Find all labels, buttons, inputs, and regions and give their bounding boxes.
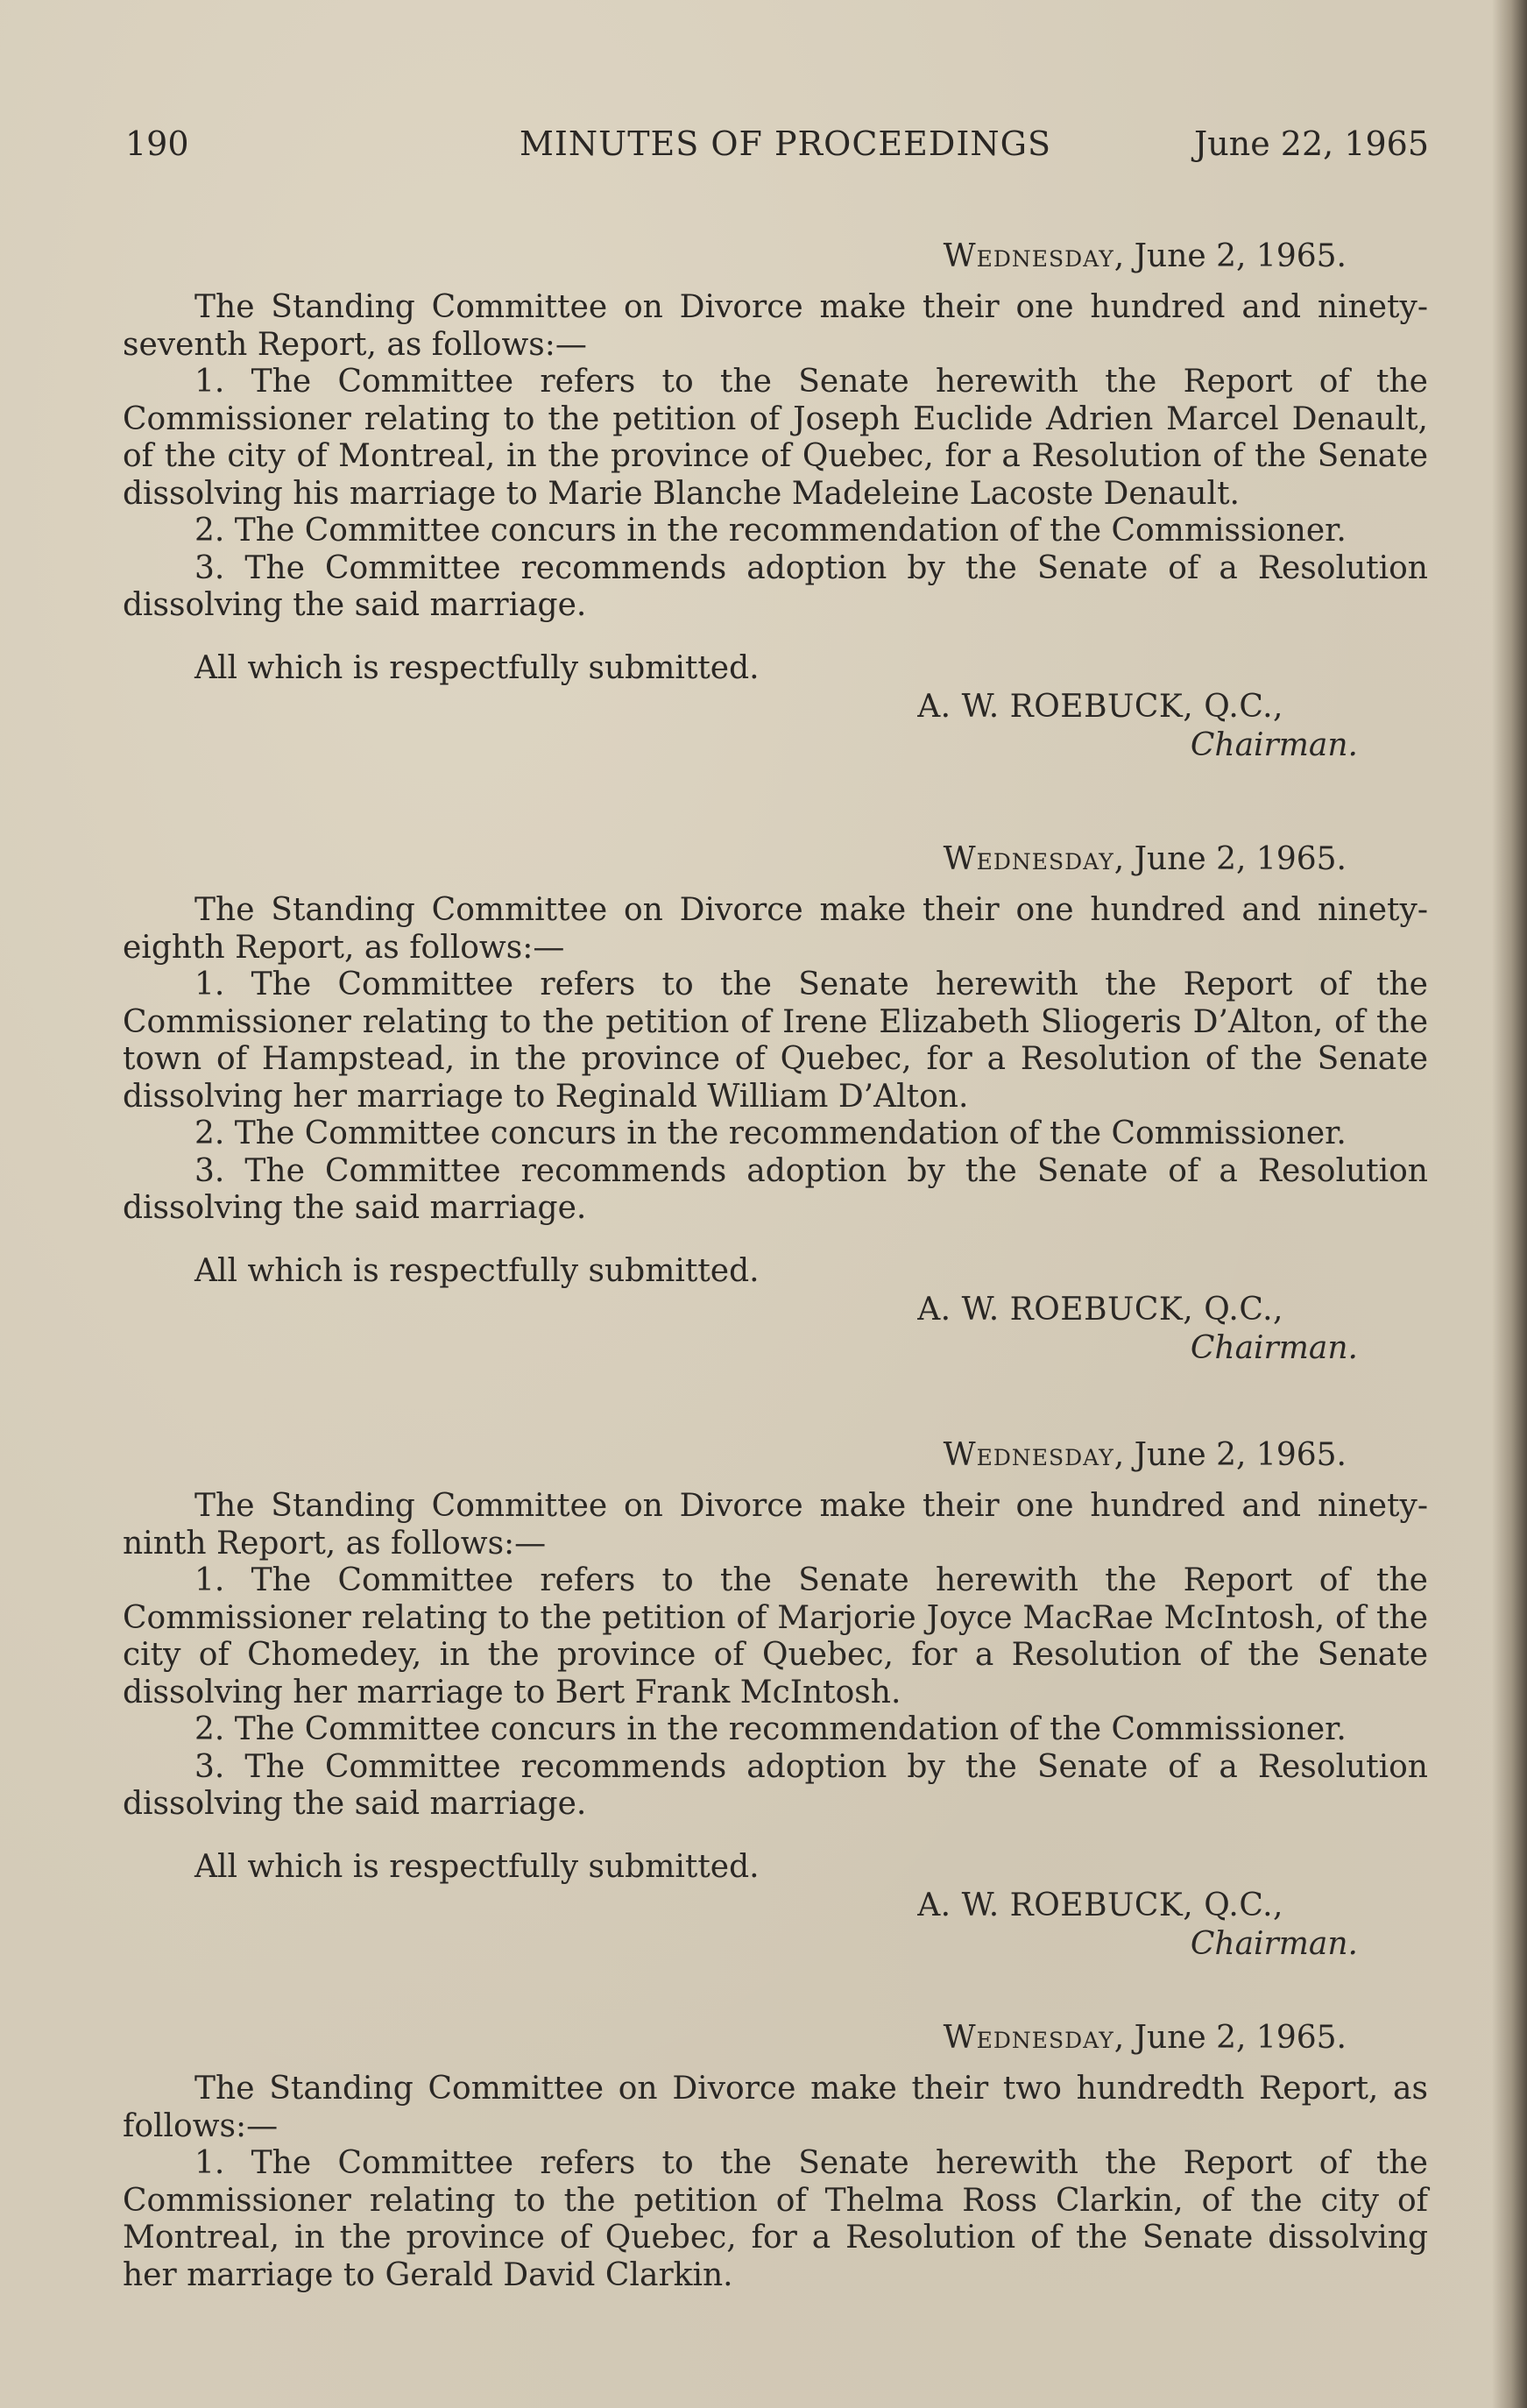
report-item-3: 3. The Committee recommends adoption by the Senate of a Resolution dissolving the said marriage. [123, 1748, 1428, 1822]
page-number: 190 [125, 124, 189, 163]
report-item-3: 3. The Committee recommends adoption by the Senate of a Resolution dissolving the said marriage. [123, 1152, 1428, 1226]
signature-role: Chairman. [1190, 1330, 1358, 1366]
signature-name: A. W. ROEBUCK, Q.C., [917, 1292, 1283, 1328]
signature-name: A. W. ROEBUCK, Q.C., [917, 689, 1283, 725]
signature-name: A. W. ROEBUCK, Q.C., [917, 1887, 1283, 1923]
report-item-3: 3. The Committee recommends adoption by the Senate of a Resolution dissolving the said marriage. [123, 549, 1428, 623]
report-item-1: 1. The Committee refers to the Senate herewith the Report of the Commissioner relating to the petition of Thelma Ross Clarkin, of the city of Montreal, in the province of Quebec, for a Resolution of the Senate dissolving her marriage to Gerald David Clarkin. [123, 2145, 1428, 2293]
header-date: June 22, 1965 [1194, 124, 1429, 163]
report-dateline [944, 1437, 1347, 1473]
report-item-1: 1. The Committee refers to the Senate herewith the Report of the Commissioner relating to the petition of Marjorie Joyce MacRae McIntosh, of the city of Chomedey, in the province of Quebec, for a Resolution of the Senate dissolving her marriage to Bert Frank McIntosh. [123, 1562, 1428, 1710]
dateline-day: Wednesday [943, 2020, 1114, 2056]
report-item-2: 2. The Committee concurs in the recommendation of the Commissioner. [194, 1711, 1347, 1747]
report-dateline [944, 841, 1347, 877]
dateline-day: Wednesday [943, 1437, 1114, 1473]
page-spine-shadow [1492, 0, 1527, 2408]
report-intro: The Standing Committee on Divorce make their one hundred and ninety-seventh Report, as follows:— [123, 289, 1428, 363]
dateline-date: , June 2, 1965. [1113, 238, 1347, 274]
signature-role: Chairman. [1190, 727, 1358, 763]
signature-role: Chairman. [1190, 1926, 1358, 1962]
submitted-line: All which is respectfully submitted. [194, 650, 760, 686]
report-item-1: 1. The Committee refers to the Senate herewith the Report of the Commissioner relating to the petition of Irene Elizabeth Sliogeris D’Alton, of the town of Hampstead, in the province of Quebec, for a Resolution of the Senate dissolving her marriage to Reginald William D’Alton. [123, 967, 1428, 1115]
report-intro: The Standing Committee on Divorce make their two hundredth Report, as follows:— [123, 2071, 1428, 2144]
dateline-date: , June 2, 1965. [1113, 1437, 1347, 1473]
dateline-date: , June 2, 1965. [1113, 2020, 1347, 2056]
submitted-line: All which is respectfully submitted. [194, 1849, 760, 1885]
dateline-day: Wednesday [943, 841, 1114, 877]
dateline-date: , June 2, 1965. [1113, 841, 1347, 877]
report-body [123, 1488, 1428, 1824]
report-body [123, 289, 1428, 625]
report-intro: The Standing Committee on Divorce make their one hundred and ninety-ninth Report, as follows:— [123, 1488, 1428, 1562]
report-body [123, 2071, 1428, 2294]
report-intro: The Standing Committee on Divorce make their one hundred and ninety-eighth Report, as follows:— [123, 892, 1428, 966]
report-body [123, 892, 1428, 1228]
report-item-2: 2. The Committee concurs in the recommendation of the Commissioner. [194, 513, 1347, 549]
dateline-day: Wednesday [943, 238, 1114, 274]
report-dateline [944, 238, 1347, 274]
submitted-line: All which is respectfully submitted. [194, 1253, 760, 1289]
running-header [125, 124, 1429, 168]
report-item-2: 2. The Committee concurs in the recommendation of the Commissioner. [194, 1115, 1347, 1151]
report-item-1: 1. The Committee refers to the Senate herewith the Report of the Commissioner relating to the petition of Joseph Euclide Adrien Marcel Denault, of the city of Montreal, in the province of Quebec, for a Resolution of the Senate dissolving his marriage to Marie Blanche Madeleine Lacoste Denault. [123, 364, 1428, 512]
report-dateline [944, 2020, 1347, 2056]
running-title: MINUTES OF PROCEEDINGS [520, 124, 1051, 163]
